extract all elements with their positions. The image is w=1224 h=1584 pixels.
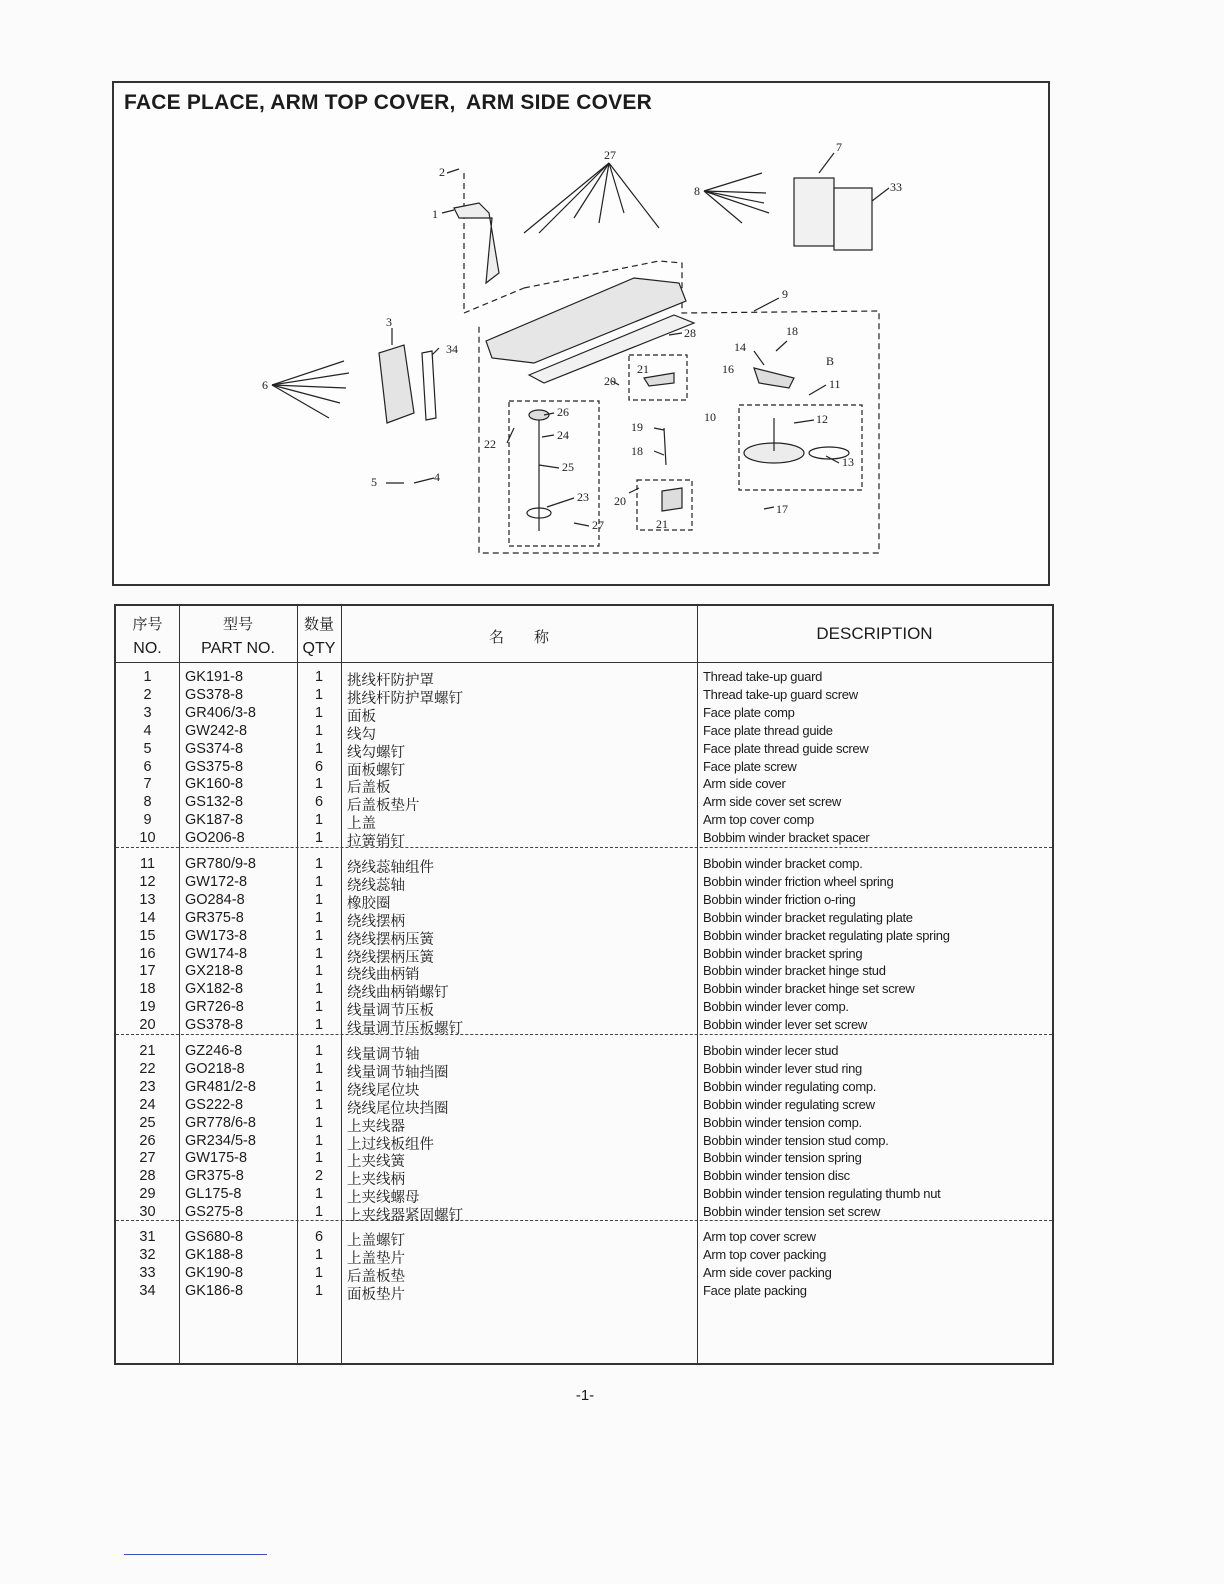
callout-7: 7 — [836, 140, 842, 154]
row-description: Arm side cover — [703, 776, 786, 792]
table-row — [116, 759, 1052, 777]
header-name-zh: 名 称 — [488, 628, 549, 646]
table-row — [116, 910, 1052, 928]
row-name-zh: 拉簧销钉 — [347, 834, 405, 851]
row-qty: 1 — [314, 1132, 324, 1149]
row-number: 24 — [139, 1096, 156, 1113]
row-name-zh: 线量调节轴 — [347, 1047, 420, 1063]
row-number: 25 — [139, 1114, 156, 1131]
row-part-no: GW175-8 — [185, 1150, 248, 1167]
row-name-zh: 绕线曲柄销 — [347, 967, 420, 984]
row-number: 19 — [139, 999, 156, 1016]
row-part-no: GR375-8 — [185, 909, 244, 926]
callout-28: 25 — [562, 460, 574, 474]
row-description: Bobbin winder bracket regulating plate spring — [703, 927, 950, 943]
row-name-zh: 线勾 — [347, 726, 376, 743]
callout-12: 12 — [816, 412, 828, 426]
row-part-no: GS222-8 — [185, 1096, 244, 1113]
row-qty: 1 — [314, 1017, 324, 1034]
row-description: Face plate comp — [703, 704, 795, 720]
callout-18: 18 — [786, 324, 798, 338]
row-qty: 1 — [314, 776, 324, 793]
table-row — [116, 981, 1052, 1002]
row-part-no: GR375-8 — [185, 1168, 244, 1185]
row-description: Thread take-up guard screw — [703, 686, 858, 702]
row-description: Face plate thread guide screw — [703, 740, 869, 756]
row-qty: 1 — [314, 909, 324, 926]
row-name-zh: 后盖板 — [347, 780, 391, 797]
row-name-zh: 线量调节压板 — [347, 1003, 434, 1020]
row-qty: 6 — [314, 1229, 324, 1245]
header-no-zh: 序号 — [132, 615, 163, 633]
callout-B: B — [826, 354, 835, 368]
row-part-no: GK190-8 — [185, 1264, 244, 1281]
row-name-zh: 绕线摆柄 — [347, 913, 405, 930]
row-name-zh: 上盖垫片 — [347, 1250, 405, 1267]
callout-21: 18 — [631, 444, 643, 458]
page-number: -1- — [575, 1387, 595, 1404]
row-description: Bobbin winder tension set screw — [703, 1204, 881, 1220]
row-number: 22 — [139, 1060, 156, 1077]
row-qty: 1 — [314, 1186, 324, 1203]
row-description: Bobbin winder friction wheel spring — [703, 873, 894, 889]
table-row — [116, 705, 1052, 723]
footer-rule — [124, 1554, 267, 1555]
table-row — [116, 1229, 1052, 1247]
figure-title: FACE PLACE, ARM TOP COVER, ARM SIDE COVER — [124, 91, 652, 114]
row-qty: 6 — [314, 794, 324, 811]
table-row — [116, 963, 1052, 984]
row-number: 16 — [139, 945, 156, 962]
row-part-no: GK187-8 — [185, 812, 244, 829]
callout-31: 27 — [604, 148, 616, 162]
row-number: 26 — [139, 1132, 156, 1149]
table-row — [116, 1150, 1052, 1171]
row-qty: 1 — [314, 856, 324, 872]
row-description: Arm top cover comp — [703, 812, 814, 828]
row-part-no: GS680-8 — [185, 1229, 244, 1245]
parts-table — [114, 604, 1054, 1365]
callout-32: 28 — [684, 326, 696, 340]
callout-24: 21 — [656, 517, 668, 531]
row-name-zh: 线量调节轴挡圈 — [347, 1064, 449, 1081]
row-name-zh: 挑线杆防护罩螺钉 — [347, 690, 463, 707]
row-qty: 1 — [314, 669, 324, 685]
row-qty: 1 — [314, 686, 324, 703]
row-number: 15 — [139, 927, 156, 944]
row-number: 11 — [139, 856, 156, 872]
row-qty: 1 — [314, 999, 324, 1016]
row-qty: 1 — [314, 740, 324, 757]
table-row — [116, 1186, 1052, 1207]
row-description: Arm top cover packing — [703, 1246, 827, 1262]
row-description: Bbobin winder lecer stud — [703, 1043, 839, 1058]
row-name-zh: 线量调节压板螺钉 — [347, 1021, 463, 1038]
table-row — [116, 723, 1052, 741]
row-name-zh: 绕线摆柄压簧 — [347, 949, 434, 966]
row-name-zh: 绕线蕊轴组件 — [347, 860, 434, 876]
row-part-no: GK186-8 — [185, 1282, 244, 1299]
row-name-zh: 绕线蕊轴 — [347, 877, 405, 894]
row-name-zh: 上夹线器紧固螺钉 — [347, 1208, 463, 1225]
callout-23: 20 — [614, 494, 626, 508]
row-description: Bbobin winder bracket comp. — [703, 856, 863, 871]
exploded-parts-diagram — [114, 83, 1048, 584]
row-part-no: GW174-8 — [185, 945, 248, 962]
row-number: 33 — [139, 1264, 156, 1281]
row-name-zh: 橡胶圈 — [347, 895, 391, 912]
row-number: 10 — [139, 830, 156, 847]
table-row — [116, 741, 1052, 759]
callout-14: 14 — [734, 340, 746, 354]
row-description: Bobbin winder bracket spring — [703, 945, 863, 961]
row-qty: 1 — [314, 704, 324, 721]
table-row — [116, 830, 1052, 851]
row-qty: 1 — [314, 1078, 324, 1095]
row-part-no: GS132-8 — [185, 794, 244, 811]
row-name-zh: 面板 — [347, 708, 376, 725]
row-number: 8 — [143, 794, 152, 811]
row-part-no: GZ246-8 — [185, 1043, 243, 1059]
table-row — [116, 1133, 1052, 1151]
callout-33: 33 — [890, 180, 902, 194]
row-description: Bobbin winder bracket hinge set screw — [703, 981, 915, 997]
row-number: 18 — [139, 981, 156, 998]
row-description: Face plate screw — [703, 758, 797, 774]
row-description: Face plate packing — [703, 1282, 807, 1298]
figure-frame — [112, 81, 1050, 586]
header-qty-en: QTY — [302, 640, 336, 657]
row-number: 4 — [143, 722, 152, 739]
table-row — [116, 874, 1052, 892]
row-part-no: GS378-8 — [185, 1017, 244, 1034]
row-qty: 2 — [314, 1168, 324, 1185]
table-row — [116, 856, 1052, 874]
table-row — [116, 1061, 1052, 1079]
row-description: Bobbin winder tension spring — [703, 1150, 862, 1166]
row-qty: 1 — [314, 1204, 324, 1221]
row-name-zh: 上盖 — [347, 816, 376, 833]
row-description: Bobbin winder lever comp. — [703, 999, 849, 1015]
row-part-no: GR726-8 — [185, 999, 244, 1016]
row-name-zh: 上过线板组件 — [347, 1136, 434, 1153]
callout-26: 23 — [577, 490, 589, 504]
row-number: 30 — [139, 1204, 156, 1221]
callout-2: 2 — [439, 165, 445, 179]
row-number: 14 — [139, 909, 156, 926]
row-part-no: GW172-8 — [185, 873, 248, 890]
row-name-zh: 绕线尾位块挡圈 — [347, 1100, 449, 1117]
row-number: 1 — [143, 669, 152, 685]
row-description: Arm side cover packing — [703, 1264, 832, 1280]
row-description: Arm top cover screw — [703, 1229, 816, 1244]
table-row — [116, 928, 1052, 946]
row-description: Bobbin winder regulating screw — [703, 1096, 875, 1112]
callout-16: 16 — [722, 362, 734, 376]
row-number: 20 — [139, 1017, 156, 1034]
row-name-zh: 绕线摆柄压簧 — [347, 931, 434, 948]
row-description: Face plate thread guide — [703, 722, 833, 738]
row-part-no: GR406/3-8 — [185, 704, 256, 721]
table-row — [116, 1115, 1052, 1133]
row-qty: 1 — [314, 1282, 324, 1299]
row-part-no: GW173-8 — [185, 927, 248, 944]
row-description: Bobbin winder tension comp. — [703, 1114, 862, 1130]
row-number: 6 — [143, 758, 152, 775]
callout-9: 9 — [782, 287, 788, 301]
row-name-zh: 上夹线柄 — [347, 1172, 405, 1189]
row-number: 17 — [139, 963, 156, 980]
row-qty: 1 — [314, 1114, 324, 1131]
row-part-no: GK160-8 — [185, 776, 244, 793]
row-qty: 1 — [314, 891, 324, 908]
header-part-zh: 型号 — [222, 615, 253, 633]
row-number: 23 — [139, 1078, 156, 1095]
table-row — [116, 1097, 1052, 1115]
table-row — [116, 1168, 1052, 1189]
table-row — [116, 1265, 1052, 1283]
row-number: 7 — [143, 776, 152, 793]
callout-34: 34 — [446, 342, 458, 356]
row-part-no: GO206-8 — [185, 830, 245, 847]
row-number: 21 — [139, 1043, 156, 1059]
row-description: Thread take-up guard — [703, 669, 823, 684]
row-name-zh: 挑线杆防护罩 — [347, 673, 434, 689]
row-description: Bobbin winder friction o-ring — [703, 891, 856, 907]
row-qty: 1 — [314, 981, 324, 998]
row-number: 32 — [139, 1246, 156, 1263]
header-no-en: NO. — [133, 640, 162, 657]
row-name-zh: 绕线尾位块 — [347, 1082, 420, 1099]
row-part-no: GR481/2-8 — [185, 1078, 256, 1095]
row-number: 2 — [143, 686, 152, 703]
row-qty: 1 — [314, 812, 324, 829]
row-number: 13 — [139, 891, 156, 908]
row-name-zh: 面板垫片 — [347, 1286, 405, 1303]
row-qty: 1 — [314, 1060, 324, 1077]
callout-4: 4 — [434, 470, 440, 484]
row-description: Arm side cover set screw — [703, 794, 842, 810]
callout-5: 5 — [371, 475, 377, 489]
table-row — [116, 1283, 1052, 1301]
table-row — [116, 794, 1052, 815]
callout-3: 3 — [386, 315, 392, 329]
callout-8: 8 — [694, 184, 700, 198]
row-qty: 1 — [314, 1150, 324, 1167]
row-name-zh: 上夹线簧 — [347, 1154, 405, 1171]
callout-22: 19 — [631, 420, 643, 434]
row-part-no: GS374-8 — [185, 740, 244, 757]
header-description: DESCRIPTION — [816, 624, 933, 643]
row-description: Bobbin winder lever set screw — [703, 1017, 867, 1033]
callout-13: 13 — [842, 455, 854, 469]
row-part-no: GS275-8 — [185, 1204, 244, 1221]
table-row — [116, 999, 1052, 1020]
callout-19: 20 — [604, 374, 616, 388]
table-row — [116, 946, 1052, 964]
row-number: 34 — [139, 1282, 156, 1299]
table-row — [116, 1247, 1052, 1265]
row-qty: 1 — [314, 1246, 324, 1263]
row-part-no: GK191-8 — [185, 669, 244, 685]
table-row — [116, 892, 1052, 910]
table-row — [116, 776, 1052, 797]
row-description: Bobbin winder bracket regulating plate — [703, 909, 913, 925]
table-row — [116, 1043, 1052, 1061]
table-row — [116, 1079, 1052, 1097]
row-part-no: GX218-8 — [185, 963, 244, 980]
row-description: Bobbim winder bracket spacer — [703, 830, 870, 846]
row-qty: 1 — [314, 722, 324, 739]
table-row — [116, 1017, 1052, 1038]
row-name-zh: 绕线曲柄销螺钉 — [347, 985, 449, 1002]
row-number: 3 — [143, 704, 152, 721]
row-number: 31 — [139, 1229, 156, 1245]
row-part-no: GS378-8 — [185, 686, 244, 703]
header-divider — [116, 662, 1052, 663]
row-qty: 1 — [314, 1096, 324, 1113]
header-part-en: PART NO. — [201, 640, 275, 657]
row-name-zh: 后盖板垫片 — [347, 798, 420, 815]
row-description: Bobbin winder bracket hinge stud — [703, 963, 886, 979]
row-part-no: GR778/6-8 — [185, 1114, 256, 1131]
row-name-zh: 上夹线螺母 — [347, 1190, 420, 1207]
row-part-no: GO218-8 — [185, 1060, 245, 1077]
table-row — [116, 812, 1052, 833]
callout-30: 27 — [592, 518, 604, 532]
row-description: Bobbin winder regulating comp. — [703, 1078, 877, 1094]
row-number: 5 — [143, 740, 152, 757]
table-row — [116, 669, 1052, 687]
callout-11: 11 — [829, 377, 841, 391]
row-name-zh: 上盖螺钉 — [347, 1233, 405, 1249]
row-qty: 1 — [314, 830, 324, 847]
row-part-no: GS375-8 — [185, 758, 244, 775]
row-part-no: GR234/5-8 — [185, 1132, 256, 1149]
row-qty: 1 — [314, 873, 324, 890]
row-name-zh: 后盖板垫 — [347, 1268, 405, 1285]
row-name-zh: 上夹线器 — [347, 1118, 405, 1135]
row-number: 27 — [139, 1150, 156, 1167]
callout-10: 10 — [704, 410, 716, 424]
callout-20: 21 — [637, 362, 649, 376]
row-name-zh: 面板螺钉 — [347, 762, 405, 779]
row-qty: 1 — [314, 1043, 324, 1059]
table-row — [116, 687, 1052, 705]
row-number: 29 — [139, 1186, 156, 1203]
row-part-no: GO284-8 — [185, 891, 245, 908]
row-description: Bobbin winder tension regulating thumb nut — [703, 1186, 941, 1202]
callout-6: 6 — [262, 378, 268, 392]
callout-17: 17 — [776, 502, 788, 516]
callout-29: 26 — [557, 405, 569, 419]
row-number: 9 — [143, 812, 152, 829]
row-part-no: GR780/9-8 — [185, 856, 256, 872]
row-part-no: GK188-8 — [185, 1246, 244, 1263]
callout-25: 22 — [484, 437, 496, 451]
row-qty: 1 — [314, 927, 324, 944]
row-description: Bobbin winder lever stud ring — [703, 1060, 862, 1076]
row-part-no: GX182-8 — [185, 981, 244, 998]
row-part-no: GL175-8 — [185, 1186, 242, 1203]
callout-1: 1 — [432, 207, 438, 221]
header-qty-zh: 数量 — [303, 615, 334, 633]
row-number: 28 — [139, 1168, 156, 1185]
row-number: 12 — [139, 873, 156, 890]
row-description: Bobbin winder tension disc — [703, 1168, 850, 1184]
row-description: Bobbin winder tension stud comp. — [703, 1132, 889, 1148]
row-name-zh: 线勾螺钉 — [347, 744, 405, 761]
row-part-no: GW242-8 — [185, 722, 248, 739]
row-qty: 1 — [314, 1264, 324, 1281]
row-qty: 1 — [314, 945, 324, 962]
row-qty: 6 — [314, 758, 324, 775]
row-qty: 1 — [314, 963, 324, 980]
table-row — [116, 1204, 1052, 1225]
callout-27: 24 — [557, 428, 569, 442]
